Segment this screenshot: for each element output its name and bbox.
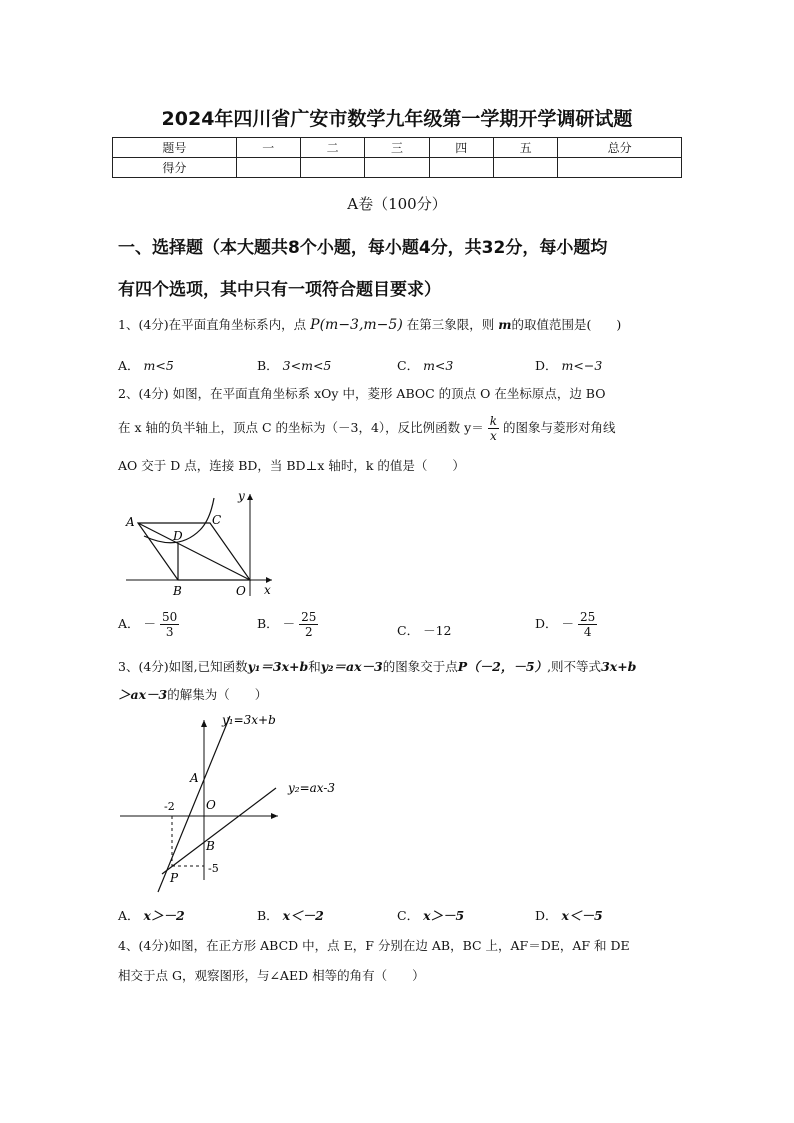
- q3-option-a: A． x＞－2: [118, 908, 185, 923]
- q2-stem-line2: 在 x 轴的负半轴上，顶点 C 的坐标为（－3，4），反比例函数 y＝ $\frac{k}{x}$ 的图象与菱形对角线: [118, 414, 616, 443]
- score-cell: 得分: [113, 158, 237, 178]
- line-y2: [162, 788, 276, 874]
- exam-title: 2024年四川省广安市数学九年级第一学期开学调研试题: [161, 108, 633, 130]
- q1-option-d: D． m<−3: [535, 358, 603, 373]
- q1-option-c: C． m<3: [397, 358, 454, 373]
- label-y: y: [238, 489, 245, 503]
- label-b: B: [206, 839, 215, 853]
- label-o: O: [236, 584, 246, 598]
- score-cell: [300, 158, 364, 178]
- q2-option-c: C． －12: [397, 623, 452, 638]
- q3-stem-line2: ＞ax－3的解集为（ ）: [118, 687, 268, 702]
- label-a: A: [190, 771, 199, 785]
- part1-heading-line1: 一、选择题（本大题共8个小题，每小题4分，共32分，每小题均: [118, 238, 608, 258]
- q1-stem: 1、(4分)在平面直角坐标系内，点 P(m−3,m−5) 在第三象限，则 m的取值范围是( ): [118, 317, 622, 333]
- q2-stem-line3: AO 交于 D 点，连接 BD，当 BD⊥x 轴时，k 的值是（ ）: [118, 458, 465, 473]
- y-axis-arrow: [247, 494, 253, 500]
- score-cell: 四: [429, 138, 493, 158]
- score-cell: 一: [236, 138, 300, 158]
- q4-stem-line1: 4、(4分)如图，在正方形 ABCD 中，点 E，F 分别在边 AB，BC 上，AF＝DE，AF 和 DE: [118, 938, 630, 953]
- label-b: B: [173, 584, 182, 598]
- score-cell: 总分: [558, 138, 682, 158]
- q3-option-b: B． x＜－2: [257, 908, 324, 923]
- label-d: D: [173, 529, 183, 543]
- x-axis-arrow: [271, 813, 278, 819]
- q1-option-b: B． 3<m<5: [257, 358, 332, 373]
- score-cell: 五: [493, 138, 557, 158]
- label-o: O: [206, 798, 216, 812]
- score-cell: 题号: [113, 138, 237, 158]
- diagonal-ao: [138, 523, 250, 580]
- score-cell: [365, 158, 429, 178]
- q2-option-b: B． － $\frac{25}{2}$: [257, 610, 317, 639]
- label-p: P: [170, 871, 179, 885]
- q2-fraction: $\frac{k}{x}$: [489, 414, 497, 443]
- score-cell: [493, 158, 557, 178]
- label-y1: y₁=3x+b: [222, 713, 276, 727]
- y-axis-arrow: [201, 720, 207, 727]
- label-c: C: [212, 513, 222, 527]
- score-cell: 二: [300, 138, 364, 158]
- score-table-score-row: [113, 158, 682, 178]
- part1-heading-line2: 有四个选项，其中只有一项符合题目要求）: [118, 280, 441, 300]
- q4-stem-line2: 相交于点 G，观察图形，与∠AED 相等的角有（ ）: [118, 968, 425, 983]
- label-y2: y₂=ax-3: [288, 781, 336, 795]
- q1-option-a: A． m<5: [118, 358, 174, 373]
- q3-option-d: D． x＜－5: [535, 908, 603, 923]
- score-cell: 三: [365, 138, 429, 158]
- q3-stem-line1: 3、(4分)如图,已知函数y₁＝3x+b和y₂＝ax－3的图象交于点P（－2，－5）,则不等式3x+b: [118, 659, 637, 674]
- label-minus2: -2: [164, 800, 175, 813]
- q2-option-d: D． － $\frac{25}{4}$: [535, 610, 596, 639]
- q2-option-a: A． － $\frac{50}{3}$: [118, 610, 178, 639]
- score-cell: [429, 158, 493, 178]
- section-a-heading: A卷（100分）: [347, 195, 447, 213]
- score-table-header-row: [113, 138, 682, 158]
- score-cell: [558, 158, 682, 178]
- label-a: A: [126, 515, 135, 529]
- q3-option-c: C． x＞－5: [397, 908, 465, 923]
- q2-figure: [118, 488, 278, 600]
- score-table: [112, 137, 682, 178]
- label-x: x: [264, 583, 271, 597]
- q3-figure: [118, 710, 348, 900]
- label-minus5: -5: [208, 862, 219, 875]
- q2-stem-line1: 2、(4分) 如图，在平面直角坐标系 xOy 中，菱形 ABOC 的顶点 O 在坐标原点，边 BO: [118, 386, 606, 401]
- score-cell: [236, 158, 300, 178]
